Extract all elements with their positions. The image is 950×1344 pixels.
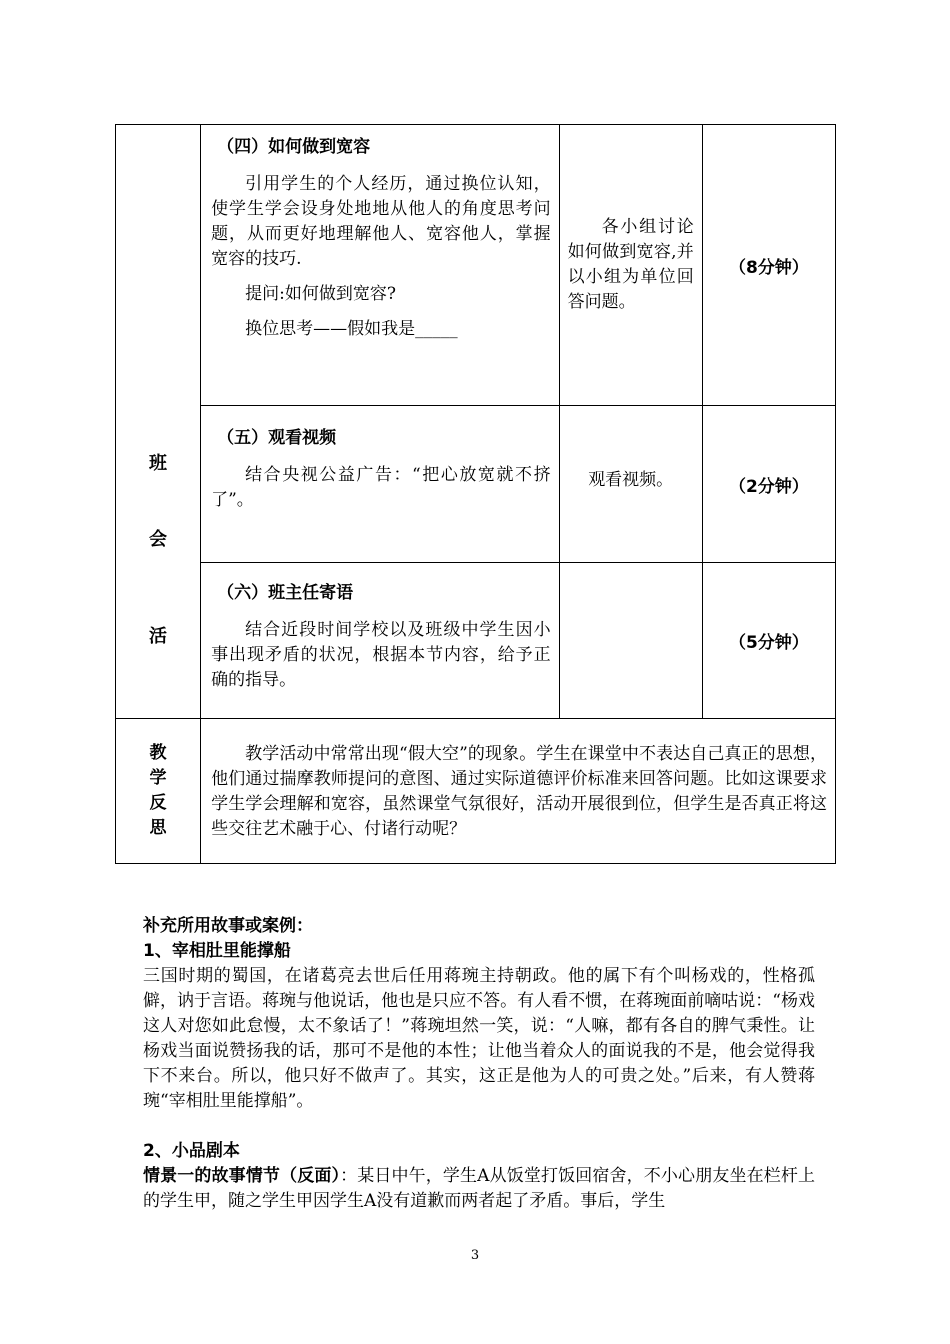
lesson-plan-table xyxy=(115,124,836,864)
class-activity-label xyxy=(116,125,201,719)
story-title: 2、小品剧本 xyxy=(143,1141,240,1161)
student-activity xyxy=(559,125,702,406)
section-content xyxy=(201,563,559,719)
page-number: 3 xyxy=(470,1248,480,1263)
reflection-paragraph: 教学活动中常常出现“假大空”的现象。学生在课堂中不表达自己真正的思想，他们通过揣摩教师提问的意图、通过实际道德评价标准来回答问题。比如这课要求学生学会理解和宽容，虽然课堂气氛很好，活动开展很到位，但学生是否真正将这些交往艺术融于心、付诸行动呢？ xyxy=(211,744,827,839)
scene-paragraph xyxy=(143,1164,815,1214)
section-paragraph: 引用学生的个人经历，通过换位认知，使学生学会设身处地地从他人的角度思考问题，从而更好地理解他人、宽容他人，掌握宽容的技巧. xyxy=(211,174,551,269)
student-activity xyxy=(559,563,702,719)
table-row xyxy=(116,406,836,563)
scene-text: ：某日中午，学生A从饭堂打饭回宿舍，不小心朋友坐在栏杆上的学生甲，随之学生甲因学生A没有道歉而两者起了矛盾。事后，学生 xyxy=(143,1166,815,1211)
table-row xyxy=(116,719,836,864)
section-paragraph: 提问:如何做到宽容? xyxy=(245,284,396,304)
teaching-reflection-label xyxy=(116,719,201,864)
section-paragraph: 结合近段时间学校以及班级中学生因小事出现矛盾的状况，根据本节内容，给予正确的指导。 xyxy=(211,620,551,690)
section-title: （六）班主任寄语 xyxy=(217,583,354,603)
activity-text: 观看视频。 xyxy=(588,470,674,490)
label-char: 学 xyxy=(149,768,167,788)
label-char: 思 xyxy=(149,818,167,838)
label-char: 活 xyxy=(149,626,168,647)
section-title: （四）如何做到宽容 xyxy=(217,137,371,157)
label-char: 教 xyxy=(149,743,167,763)
label-char: 会 xyxy=(149,529,168,550)
time-allocation: （2分钟） xyxy=(702,406,835,563)
section-title: （五）观看视频 xyxy=(217,428,337,448)
time-allocation: （8分钟） xyxy=(702,125,835,406)
table-row xyxy=(116,563,836,719)
blank-line xyxy=(143,1114,815,1139)
story-text: 三国时期的蜀国，在诸葛亮去世后任用蒋琬主持朝政。他的属下有个叫杨戏的，性格孤僻，讷于言语。蒋琬与他说话，他也是只应不答。有人看不惯，在蒋琬面前嘀咕说：“杨戏这人对您如此怠慢，太不象话了！”蒋琬坦然一笑，说：“人嘛，都有各自的脾气秉性。让杨戏当面说赞扬我的话，那可不是他的本性；让他当着众人的面说我的不是，他会觉得我下不来台。所以，他只好不做声了。其实，这正是他为人的可贵之处。”后来，有人赞蒋琬“宰相肚里能撑船”。 xyxy=(143,966,815,1111)
teaching-reflection-text xyxy=(201,719,836,864)
story-title: 1、宰相肚里能撑船 xyxy=(143,941,291,961)
scene-label: 情景一的故事情节（反面） xyxy=(143,1166,341,1186)
table-row xyxy=(116,125,836,406)
label-char: 反 xyxy=(149,793,167,813)
section-paragraph: 换位思考——假如我是_____ xyxy=(245,319,458,339)
label-char: 班 xyxy=(149,453,168,474)
section-paragraph: 结合央视公益广告：“把心放宽就不挤了”。 xyxy=(211,465,551,510)
time-allocation: （5分钟） xyxy=(702,563,835,719)
activity-text: 各小组讨论如何做到宽容,并以小组为单位回答问题。 xyxy=(567,217,694,312)
supplement-heading: 补充所用故事或案例： xyxy=(143,916,313,936)
section-content xyxy=(201,125,559,406)
supplement-section xyxy=(143,914,815,1214)
student-activity xyxy=(559,406,702,563)
section-content xyxy=(201,406,559,563)
